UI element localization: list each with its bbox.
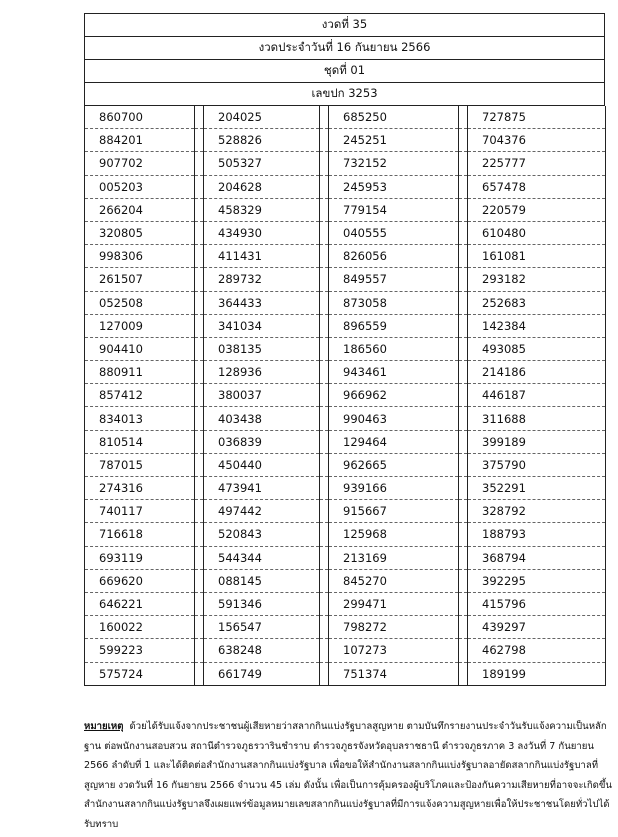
ticket-number-cell: 328792 [468, 500, 606, 523]
column-gap [195, 477, 204, 500]
lost-ticket-sheet [84, 13, 605, 686]
ticket-number-cell: 787015 [85, 453, 195, 476]
column-gap [195, 361, 204, 384]
ticket-number-cell: 810514 [85, 430, 195, 453]
ticket-number-cell: 998306 [85, 245, 195, 268]
column-gap [195, 245, 204, 268]
ticket-number-cell: 497442 [204, 500, 320, 523]
column-gap [320, 407, 329, 430]
ticket-number-cell: 520843 [204, 523, 320, 546]
column-gap [195, 453, 204, 476]
ticket-number-cell: 779154 [329, 198, 459, 221]
ticket-number-cell: 107273 [329, 639, 459, 662]
ticket-number-cell: 990463 [329, 407, 459, 430]
ticket-number-table [84, 106, 606, 686]
table-row [85, 129, 606, 152]
column-gap [195, 337, 204, 360]
column-gap [459, 337, 468, 360]
ticket-number-cell: 225777 [468, 152, 606, 175]
table-row [85, 523, 606, 546]
table-row [85, 361, 606, 384]
ticket-number-cell: 352291 [468, 477, 606, 500]
column-gap [320, 546, 329, 569]
column-gap [320, 523, 329, 546]
column-gap [459, 546, 468, 569]
column-gap [320, 106, 329, 129]
ticket-number-cell: 450440 [204, 453, 320, 476]
ticket-number-cell: 311688 [468, 407, 606, 430]
column-gap [195, 616, 204, 639]
column-gap [195, 592, 204, 615]
ticket-number-cell: 704376 [468, 129, 606, 152]
table-row [85, 592, 606, 615]
column-gap [459, 314, 468, 337]
ticket-number-cell: 462798 [468, 639, 606, 662]
table-row [85, 221, 606, 244]
table-row [85, 453, 606, 476]
ticket-number-cell: 962665 [329, 453, 459, 476]
column-gap [195, 546, 204, 569]
header-table [84, 13, 605, 106]
ticket-number-cell: 036839 [204, 430, 320, 453]
column-gap [320, 662, 329, 685]
column-gap [195, 175, 204, 198]
ticket-number-cell: 669620 [85, 569, 195, 592]
ticket-number-cell: 591346 [204, 592, 320, 615]
ticket-number-cell: 685250 [329, 106, 459, 129]
table-row [85, 268, 606, 291]
table-row [85, 569, 606, 592]
ticket-number-cell: 364433 [204, 291, 320, 314]
ticket-number-cell: 575724 [85, 662, 195, 685]
ticket-number-cell: 125968 [329, 523, 459, 546]
column-gap [320, 477, 329, 500]
column-gap [459, 384, 468, 407]
column-gap [459, 569, 468, 592]
ticket-number-cell: 368794 [468, 546, 606, 569]
ticket-number-cell: 857412 [85, 384, 195, 407]
column-gap [320, 291, 329, 314]
ticket-number-cell: 446187 [468, 384, 606, 407]
ticket-number-cell: 186560 [329, 337, 459, 360]
column-gap [320, 592, 329, 615]
column-gap [459, 221, 468, 244]
column-gap [320, 361, 329, 384]
ticket-number-cell: 873058 [329, 291, 459, 314]
column-gap [320, 616, 329, 639]
ticket-number-cell: 732152 [329, 152, 459, 175]
column-gap [459, 152, 468, 175]
column-gap [195, 152, 204, 175]
ticket-number-cell: 544344 [204, 546, 320, 569]
column-gap [195, 291, 204, 314]
ticket-number-cell: 142384 [468, 314, 606, 337]
column-gap [459, 175, 468, 198]
column-gap [459, 523, 468, 546]
ticket-number-cell: 896559 [329, 314, 459, 337]
column-gap [459, 616, 468, 639]
ticket-number-cell: 127009 [85, 314, 195, 337]
ticket-number-cell: 161081 [468, 245, 606, 268]
ticket-number-cell: 245251 [329, 129, 459, 152]
column-gap [195, 314, 204, 337]
ticket-number-cell: 220579 [468, 198, 606, 221]
ticket-number-cell: 320805 [85, 221, 195, 244]
ticket-number-cell: 657478 [468, 175, 606, 198]
ticket-number-cell: 052508 [85, 291, 195, 314]
ticket-number-cell: 693119 [85, 546, 195, 569]
ticket-number-cell: 434930 [204, 221, 320, 244]
table-row [85, 407, 606, 430]
column-gap [459, 198, 468, 221]
table-row [85, 384, 606, 407]
ticket-number-cell: 798272 [329, 616, 459, 639]
ticket-number-cell: 375790 [468, 453, 606, 476]
ticket-number-cell: 129464 [329, 430, 459, 453]
ticket-number-cell: 638248 [204, 639, 320, 662]
column-gap [195, 662, 204, 685]
column-gap [459, 453, 468, 476]
column-gap [195, 500, 204, 523]
column-gap [459, 361, 468, 384]
column-gap [195, 523, 204, 546]
ticket-number-cell: 716618 [85, 523, 195, 546]
column-gap [459, 477, 468, 500]
ticket-number-cell: 380037 [204, 384, 320, 407]
ticket-number-cell: 293182 [468, 268, 606, 291]
table-row [85, 291, 606, 314]
column-gap [320, 129, 329, 152]
column-gap [459, 407, 468, 430]
remark [84, 717, 612, 834]
table-row [85, 245, 606, 268]
ticket-number-cell: 727875 [468, 106, 606, 129]
column-gap [320, 337, 329, 360]
set-number: ชุดที่ 01 [85, 60, 605, 83]
ticket-number-cell: 392295 [468, 569, 606, 592]
ticket-number-cell: 189199 [468, 662, 606, 685]
column-gap [320, 268, 329, 291]
ticket-number-cell: 661749 [204, 662, 320, 685]
ticket-number-cell: 907702 [85, 152, 195, 175]
ticket-number-cell: 188793 [468, 523, 606, 546]
ticket-number-cell: 826056 [329, 245, 459, 268]
ticket-number-cell: 610480 [468, 221, 606, 244]
table-row [85, 662, 606, 685]
ticket-number-cell: 088145 [204, 569, 320, 592]
column-gap [320, 384, 329, 407]
column-gap [195, 268, 204, 291]
ticket-number-cell: 458329 [204, 198, 320, 221]
column-gap [459, 291, 468, 314]
ticket-number-cell: 160022 [85, 616, 195, 639]
ticket-number-cell: 849557 [329, 268, 459, 291]
table-row [85, 152, 606, 175]
ticket-number-cell: 038135 [204, 337, 320, 360]
column-gap [320, 569, 329, 592]
ticket-number-cell: 204628 [204, 175, 320, 198]
ticket-number-cell: 884201 [85, 129, 195, 152]
ticket-number-cell: 040555 [329, 221, 459, 244]
ticket-number-cell: 880911 [85, 361, 195, 384]
column-gap [195, 569, 204, 592]
ticket-number-cell: 505327 [204, 152, 320, 175]
ticket-number-cell: 528826 [204, 129, 320, 152]
table-row [85, 314, 606, 337]
draw-number: งวดที่ 35 [85, 14, 605, 37]
column-gap [320, 453, 329, 476]
column-gap [459, 592, 468, 615]
column-gap [459, 500, 468, 523]
column-gap [459, 245, 468, 268]
column-gap [320, 314, 329, 337]
ticket-number-cell: 939166 [329, 477, 459, 500]
ticket-number-cell: 005203 [85, 175, 195, 198]
ticket-number-cell: 128936 [204, 361, 320, 384]
ticket-number-cell: 740117 [85, 500, 195, 523]
column-gap [195, 430, 204, 453]
ticket-number-cell: 845270 [329, 569, 459, 592]
ticket-number-cell: 289732 [204, 268, 320, 291]
ticket-number-cell: 646221 [85, 592, 195, 615]
cover-number: เลขปก 3253 [85, 83, 605, 106]
ticket-number-cell: 214186 [468, 361, 606, 384]
ticket-number-cell: 599223 [85, 639, 195, 662]
table-row [85, 198, 606, 221]
ticket-number-cell: 915667 [329, 500, 459, 523]
column-gap [320, 152, 329, 175]
ticket-number-cell: 493085 [468, 337, 606, 360]
column-gap [195, 106, 204, 129]
ticket-number-cell: 966962 [329, 384, 459, 407]
ticket-number-cell: 266204 [85, 198, 195, 221]
ticket-number-cell: 274316 [85, 477, 195, 500]
table-row [85, 639, 606, 662]
column-gap [195, 129, 204, 152]
column-gap [320, 198, 329, 221]
table-row [85, 430, 606, 453]
ticket-number-cell: 439297 [468, 616, 606, 639]
column-gap [459, 430, 468, 453]
table-row [85, 337, 606, 360]
table-row [85, 616, 606, 639]
ticket-number-cell: 213169 [329, 546, 459, 569]
ticket-number-cell: 415796 [468, 592, 606, 615]
ticket-number-cell: 751374 [329, 662, 459, 685]
table-row [85, 106, 606, 129]
column-gap [459, 129, 468, 152]
ticket-number-cell: 403438 [204, 407, 320, 430]
ticket-number-cell: 252683 [468, 291, 606, 314]
column-gap [195, 407, 204, 430]
ticket-number-cell: 904410 [85, 337, 195, 360]
column-gap [320, 500, 329, 523]
ticket-number-cell: 834013 [85, 407, 195, 430]
ticket-number-cell: 860700 [85, 106, 195, 129]
ticket-number-cell: 299471 [329, 592, 459, 615]
ticket-number-cell: 341034 [204, 314, 320, 337]
ticket-number-cell: 261507 [85, 268, 195, 291]
table-row [85, 546, 606, 569]
ticket-number-cell: 943461 [329, 361, 459, 384]
column-gap [320, 175, 329, 198]
remark-label: หมายเหตุ [84, 721, 124, 732]
table-row [85, 500, 606, 523]
column-gap [195, 384, 204, 407]
column-gap [195, 221, 204, 244]
remark-text: ด้วยได้รับแจ้งจากประชาชนผู้เสียหายว่าสลากกินแบ่งรัฐบาลสูญหาย ตามบันทึกรายงานประจำวันรับแจ้งความเป็นหลักฐาน ต่อพนักงานสอบสวน สถานีตำรวจภูธรวารินชำราบ ตำรวจภูธรจังหวัดอุบลราชธานี ตำรวจภูธรภาค 3 ลงวันที่ 7 กันยายน 2566 ลำดับที่ 1 และได้ติดต่อสำนักงานสลากกินแบ่งรัฐบาล เพื่อขอให้สำนักงานสลากกินแบ่งรัฐบาลอายัดสลากกินแบ่งรัฐบาลที่สูญหาย งวดวันที่ 16 กันยายน 2566 จำนวน 45 เล่ม ดังนั้น เพื่อเป็นการคุ้มครองผู้บริโภคและป้องกันความเสียหายที่อาจจะเกิดขึ้น สำนักงานสลากกินแบ่งรัฐบาลจึงเผยแพร่ข้อมูลหมายเลขสลากกินแบ่งรัฐบาลที่มีการแจ้งความสูญหายเพื่อให้ประชาชนโดยทั่วไปได้รับทราบ [84, 721, 612, 830]
ticket-number-cell: 245953 [329, 175, 459, 198]
ticket-number-cell: 156547 [204, 616, 320, 639]
table-row [85, 175, 606, 198]
column-gap [320, 430, 329, 453]
draw-date: งวดประจำวันที่ 16 กันยายน 2566 [85, 37, 605, 60]
column-gap [195, 198, 204, 221]
column-gap [459, 639, 468, 662]
column-gap [459, 106, 468, 129]
column-gap [320, 639, 329, 662]
ticket-number-cell: 399189 [468, 430, 606, 453]
ticket-number-cell: 411431 [204, 245, 320, 268]
ticket-number-cell: 204025 [204, 106, 320, 129]
column-gap [320, 221, 329, 244]
table-row [85, 477, 606, 500]
column-gap [195, 639, 204, 662]
column-gap [459, 268, 468, 291]
ticket-number-cell: 473941 [204, 477, 320, 500]
column-gap [459, 662, 468, 685]
column-gap [320, 245, 329, 268]
